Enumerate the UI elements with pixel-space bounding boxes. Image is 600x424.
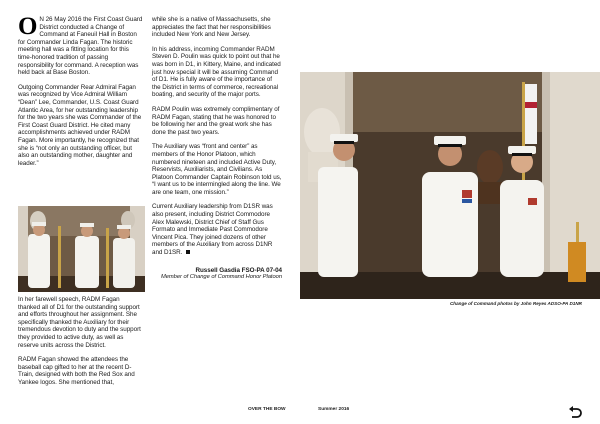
article-paragraph-4: RADM Fagan showed the attendees the baseball cap gifted to her at the recent D-Train, designed with both the Red Sox and Yankee logos. She mentioned that, [18,356,135,386]
ceremony-photo-large-image [300,72,600,299]
drop-cap: O [18,13,38,40]
article-paragraph-3: In her farewell speech, RADM Fagan thanked all of D1 for the outstanding support and efforts throughout her assignment. She specifically thanked the Auxiliary for their tremendous devotion to duty and the support they provided to active duty, as well as reserve units across the District. [18,296,141,349]
byline [152,267,282,282]
ceremony-photo-small-image [18,206,145,292]
article-paragraph-1: O N 26 May 2016 the First Coast Guard District conducted a Change of Command at Faneuil Hall in Boston for Commander Linda Fagan. The historic meeting hall was a fitting location for this time-honored tradition of passing responsibility for command. A reception was held back at Base Boston. [18,13,143,77]
article-paragraph-8: The Auxiliary was “front and center” as members of the Honor Platoon, which numbered nineteen and included Active Duty, Reservists, Auxiliarists, and Civilians. As Platoon Commander Captain Robinson told us, “I want us to be intermingled along the line. We are one team, one mission.” [152,143,282,196]
byline-title: Member of Change of Command Honor Platoon [160,274,282,281]
article-paragraph-9: Current Auxiliary leadership from D1SR was also present, including District Commodore Alex Malewski, District Chief of Staff Gus Formato and Immediate Past Commodore Vincent Pica. They joined dozens of other members of the Auxiliary from across D1NR and D1SR. [152,203,273,257]
article-column-2 [152,16,282,282]
article-paragraph-6: In his address, incoming Commander RADM Steven D. Poulin was quick to point out that he was born in D1, in Kittery, Maine, and indicated just how special it will be assuming Command of D1. He is fully aware of the importance of the District in terms of commerce, recreational boating, and security of the major ports. [152,45,281,99]
article-column-1 [18,13,143,174]
footer-publication: OVER THE BOW [248,407,286,412]
article-column-1-continued [18,296,143,394]
ceremony-photo-large [300,72,600,299]
article-paragraph-2: Outgoing Commander Rear Admiral Fagan was recognized by Vice Admiral William “Dean” Lee, Commander, U.S. Coast Guard Atlantic Area, for her outstanding leadership for the two years she was Commander of the First Coast Guard District. He cited many accomplishments achieved under RADM Fagan. More importantly, he recognized that she is “not only an outstanding officer, but also an outstanding mother, daughter and leader.” [18,83,142,167]
photo-caption: Change of Command photos by John Reyes ADSO-PA D1NR [449,301,582,306]
article-paragraph-7: RADM Poulin was extremely complimentary of RADM Fagan, stating that he was honored to be following her and the great work she has done the past two years. [152,105,280,136]
article-paragraph-5: while she is a native of Massachusetts, she appreciates the fact that her responsibilities included New York and New Jersey. [152,16,271,39]
footer-issue: Summer 2016 [318,407,350,412]
byline-name: Russell Gasdia FSO-PA 07-04 [195,266,282,274]
ceremony-photo-small [18,206,145,292]
back-arrow-icon[interactable] [568,405,582,419]
end-of-article-mark [186,250,190,254]
